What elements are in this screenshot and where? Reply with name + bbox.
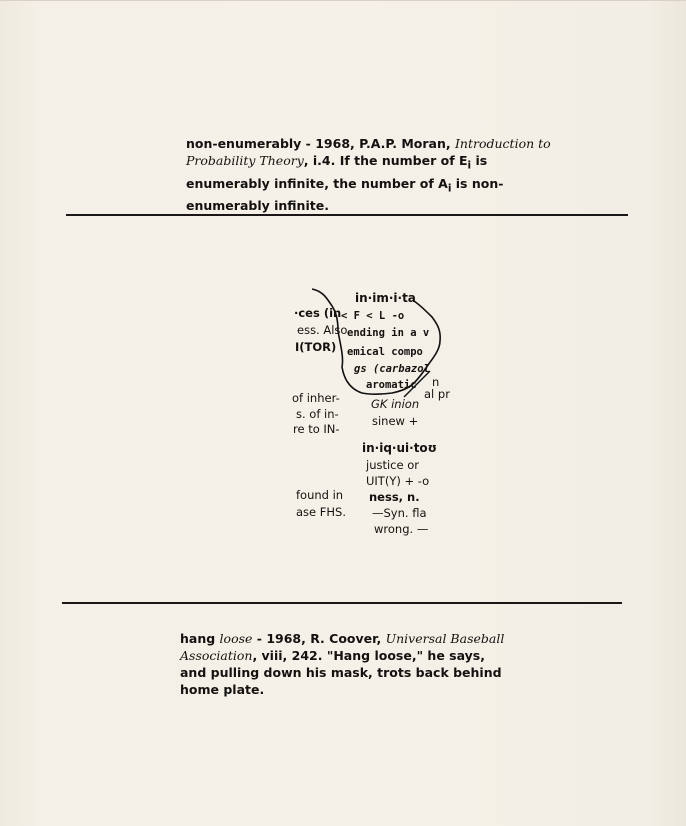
fragment-mono-line-7: al pr (424, 387, 450, 401)
quote2-mid: - 1968, R. Coover, (252, 631, 386, 646)
fragment-left-line-1: ·ces (in (294, 306, 342, 320)
quote2-lead: hang (180, 631, 220, 646)
torn-fragment-outline (0, 1, 686, 826)
quote1-after-source: , i.4. If the number of E (303, 153, 468, 168)
fragment-left-mid-1: of inher- (292, 391, 340, 405)
fragment-mono-line-1: < F < L -o (341, 310, 405, 322)
divider-bottom (62, 602, 622, 604)
quote2-source: Universal Baseball Association (180, 631, 505, 663)
quote1-tail: is non-enumerably infinite. (186, 175, 504, 213)
fragment-mono-line-6: n (432, 375, 440, 389)
fragment-mono-line-3: emical compo (347, 346, 423, 358)
fragment-headword: in·im·i·ta (355, 291, 416, 305)
fragment-gk-line: GK inion (371, 397, 420, 411)
fragment-right-line-3: ness, n. (369, 490, 420, 504)
fragment-mono-line-5: aromatic (366, 379, 417, 391)
fragment-left-low-2: ase FHS. (296, 505, 346, 519)
fragment-left-mid-2: s. of in- (296, 407, 339, 421)
fragment-mono-line-2: ending in a v (347, 327, 430, 339)
fragment-left-line-2: ess. Also (297, 323, 348, 337)
divider-top (66, 214, 628, 216)
quote1-lead: non-enumerably - 1968, P.A.P. Moran, (186, 136, 455, 151)
fragment-sinew: sinew + (372, 414, 419, 428)
fragment-left-line-3: I(TOR) (295, 340, 337, 354)
fragment-mono-line-4: gs (carbazol (354, 363, 430, 375)
fragment-right-line-5: wrong. — (374, 522, 429, 536)
quote-non-enumerably (186, 135, 566, 214)
quote1-source: Introduction to Probability Theory (186, 136, 551, 168)
fragment-right-line-1: justice or (366, 458, 419, 472)
fragment-left-mid-3: re to IN- (293, 422, 340, 436)
fragment-right-line-2: UIT(Y) + -o (366, 474, 430, 488)
fragment-right-line-4: —Syn. fla (372, 506, 427, 520)
quote1-mid: is enumerably infinite, the number of A (186, 153, 488, 191)
quote-hang-loose (180, 630, 510, 698)
fragment-left-low-1: found in (296, 488, 344, 502)
fragment-headword-2: in·iq·ui·toʊ (362, 441, 437, 455)
quote2-word: loose (219, 631, 253, 646)
quote2-tail: , viii, 242. "Hang loose," he says, and pulling down his mask, trots back behind home plate. (180, 648, 502, 697)
quote1-subscript-2: i (447, 182, 452, 194)
quote1-subscript-1: i (467, 159, 472, 172)
